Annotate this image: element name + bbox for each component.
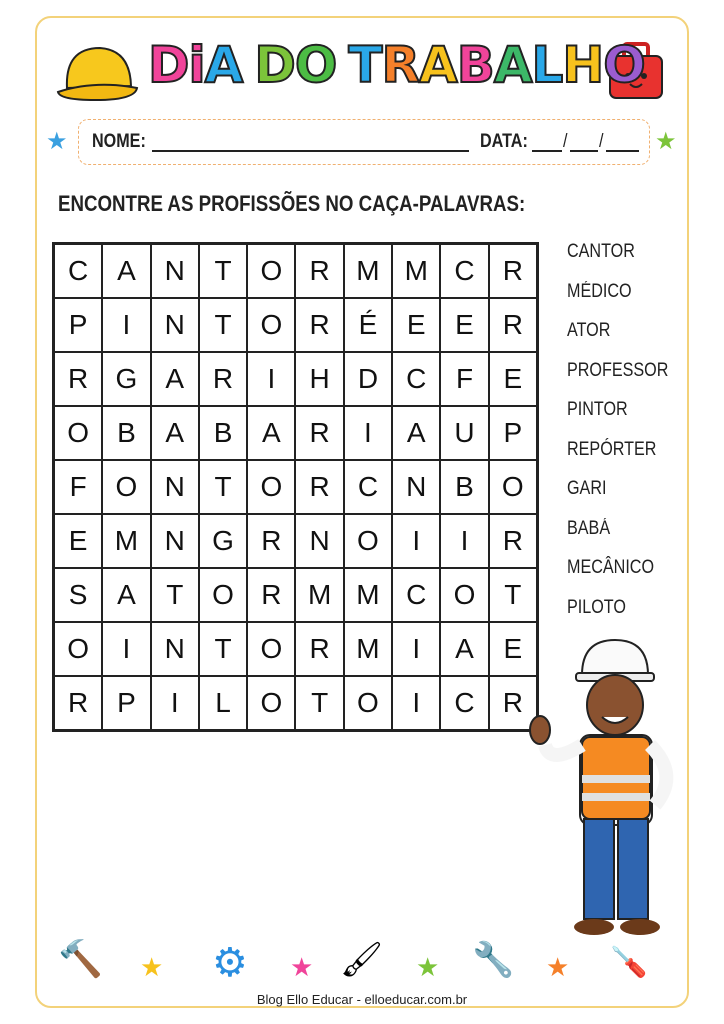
grid-cell[interactable]: C (440, 676, 488, 730)
screwdriver-icon: 🪛 (610, 946, 648, 979)
grid-cell[interactable]: R (247, 514, 295, 568)
grid-cell[interactable]: T (199, 460, 247, 514)
grid-cell[interactable]: C (440, 244, 488, 298)
word-list-item: PILOTO (567, 596, 626, 618)
word-list-item: BABÁ (567, 517, 611, 539)
title-letter: T (348, 36, 382, 94)
grid-cell[interactable]: A (151, 406, 199, 460)
grid-cell[interactable]: O (247, 676, 295, 730)
grid-cell[interactable]: R (489, 676, 537, 730)
grid-cell[interactable]: N (295, 514, 343, 568)
word-list-item: REPÓRTER (567, 438, 657, 460)
grid-cell[interactable]: R (54, 676, 102, 730)
grid-cell[interactable]: O (489, 460, 537, 514)
word-list-item: PINTOR (567, 399, 628, 420)
grid-cell[interactable]: M (344, 244, 392, 298)
grid-cell[interactable]: R (295, 406, 343, 460)
grid-cell[interactable]: I (440, 514, 488, 568)
grid-cell[interactable]: I (102, 298, 150, 352)
gear-icon: ⚙ (212, 941, 248, 985)
word-list-item: GARI (567, 478, 607, 499)
name-label: NOME: (92, 131, 146, 152)
title-letter: A (204, 36, 243, 94)
grid-cell[interactable]: N (151, 622, 199, 676)
grid-cell[interactable]: I (344, 406, 392, 460)
grid-cell[interactable]: O (247, 460, 295, 514)
grid-cell[interactable]: T (199, 298, 247, 352)
grid-cell[interactable]: O (54, 622, 102, 676)
grid-cell[interactable]: E (489, 622, 537, 676)
grid-cell[interactable]: T (199, 244, 247, 298)
grid-cell[interactable]: O (344, 676, 392, 730)
title-letter: H (562, 36, 604, 94)
grid-cell[interactable]: H (295, 352, 343, 406)
star-icon: ★ (546, 952, 570, 982)
hammer-icon: 🔨 (58, 938, 103, 979)
hard-hat-icon (55, 40, 140, 105)
grid-cell[interactable]: A (102, 244, 150, 298)
title-letter: B (456, 36, 494, 94)
date-day-field[interactable] (532, 150, 562, 152)
word-list-item: MECÂNICO (567, 557, 655, 578)
grid-cell[interactable]: I (247, 352, 295, 406)
grid-cell[interactable]: O (199, 568, 247, 622)
word-list-item: ATOR (567, 320, 611, 341)
grid-cell[interactable]: R (199, 352, 247, 406)
grid-cell[interactable]: R (247, 568, 295, 622)
grid-cell[interactable]: N (392, 460, 440, 514)
date-separator: / (563, 131, 568, 152)
grid-cell[interactable]: T (151, 568, 199, 622)
title-letter: i (188, 36, 205, 94)
date-separator: / (599, 131, 604, 152)
word-list (567, 241, 686, 636)
grid-cell[interactable]: S (54, 568, 102, 622)
grid-cell[interactable]: I (392, 514, 440, 568)
grid-cell[interactable]: O (440, 568, 488, 622)
grid-cell[interactable]: I (102, 622, 150, 676)
word-list-item: CANTOR (567, 241, 635, 262)
name-field[interactable] (152, 150, 469, 152)
grid-cell[interactable]: O (247, 244, 295, 298)
word-list-item: PROFESSOR (567, 359, 669, 381)
title-letter: D (254, 36, 295, 94)
footer-credit: Blog Ello Educar - elloeducar.com.br (256, 992, 468, 1007)
grid-cell[interactable]: O (54, 406, 102, 460)
grid-cell[interactable]: E (54, 514, 102, 568)
word-search-grid (52, 242, 539, 732)
grid-cell[interactable]: F (54, 460, 102, 514)
grid-cell[interactable]: P (54, 298, 102, 352)
grid-cell[interactable]: N (151, 460, 199, 514)
star-icon: ★ (140, 952, 164, 982)
grid-cell[interactable]: A (102, 568, 150, 622)
grid-cell[interactable]: C (392, 352, 440, 406)
grid-cell[interactable]: L (199, 676, 247, 730)
date-month-field[interactable] (570, 150, 598, 152)
grid-cell[interactable]: R (489, 514, 537, 568)
grid-cell[interactable]: N (151, 514, 199, 568)
grid-cell[interactable]: R (489, 244, 537, 298)
grid-cell[interactable]: R (489, 298, 537, 352)
grid-cell[interactable]: C (54, 244, 102, 298)
grid-cell[interactable]: T (489, 568, 537, 622)
date-label: DATA: (480, 131, 528, 152)
grid-cell[interactable]: E (392, 298, 440, 352)
title-letter: L (531, 36, 563, 94)
star-icon: ★ (290, 952, 314, 982)
grid-cell[interactable]: M (102, 514, 150, 568)
grid-cell[interactable]: A (247, 406, 295, 460)
grid-cell[interactable]: P (489, 406, 537, 460)
word-list-item: MÉDICO (567, 280, 632, 302)
grid-cell[interactable]: E (489, 352, 537, 406)
grid-cell[interactable]: C (344, 460, 392, 514)
grid-cell[interactable]: I (392, 622, 440, 676)
grid-cell[interactable]: M (295, 568, 343, 622)
grid-cell[interactable]: A (392, 406, 440, 460)
star-icon: ★ (655, 128, 677, 155)
grid-cell[interactable]: E (440, 298, 488, 352)
grid-cell[interactable]: O (344, 514, 392, 568)
grid-cell[interactable]: I (392, 676, 440, 730)
grid-cell[interactable]: O (102, 460, 150, 514)
title-letter: R (381, 36, 420, 94)
star-icon: ★ (416, 952, 440, 982)
grid-cell[interactable]: O (247, 298, 295, 352)
grid-cell[interactable]: N (151, 244, 199, 298)
grid-cell[interactable]: R (295, 460, 343, 514)
worker-illustration (520, 635, 690, 945)
grid-cell[interactable]: A (440, 622, 488, 676)
grid-cell[interactable]: M (344, 568, 392, 622)
grid-cell[interactable]: P (102, 676, 150, 730)
page-title (148, 36, 645, 94)
date-year-field[interactable] (606, 150, 639, 152)
grid-cell[interactable]: C (392, 568, 440, 622)
grid-cell[interactable]: R (295, 622, 343, 676)
grid-cell[interactable]: G (199, 514, 247, 568)
grid-cell[interactable]: É (344, 298, 392, 352)
title-letter: O (294, 36, 337, 94)
title-letter: O (603, 36, 645, 94)
grid-cell[interactable]: B (199, 406, 247, 460)
grid-cell[interactable]: T (199, 622, 247, 676)
grid-cell[interactable]: B (440, 460, 488, 514)
grid-cell[interactable]: N (151, 298, 199, 352)
grid-cell[interactable]: I (151, 676, 199, 730)
grid-cell[interactable]: R (295, 298, 343, 352)
grid-cell[interactable]: M (392, 244, 440, 298)
paintbrush-icon: 🖌 (340, 941, 384, 979)
grid-cell[interactable]: A (151, 352, 199, 406)
star-icon: ★ (46, 128, 68, 155)
grid-cell[interactable]: F (440, 352, 488, 406)
title-letter: A (493, 36, 532, 94)
grid-cell[interactable]: U (440, 406, 488, 460)
instructions: ENCONTRE AS PROFISSÕES NO CAÇA-PALAVRAS: (58, 191, 526, 216)
grid-cell[interactable]: G (102, 352, 150, 406)
grid-cell[interactable]: D (344, 352, 392, 406)
grid-cell[interactable]: R (54, 352, 102, 406)
grid-cell[interactable]: B (102, 406, 150, 460)
grid-cell[interactable]: O (247, 622, 295, 676)
title-letter: D (148, 36, 189, 94)
grid-cell[interactable]: M (344, 622, 392, 676)
grid-cell[interactable]: R (295, 244, 343, 298)
wrench-icon: 🔧 (472, 941, 515, 979)
title-letter: A (419, 36, 457, 94)
grid-cell[interactable]: T (295, 676, 343, 730)
